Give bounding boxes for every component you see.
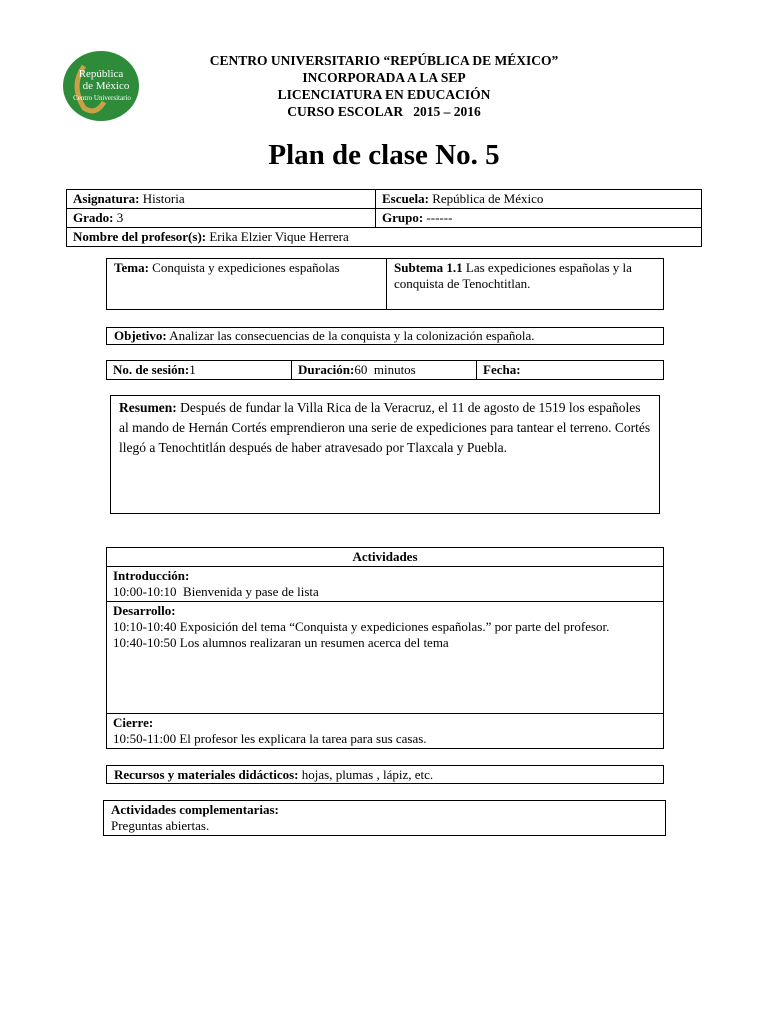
tema-table bbox=[106, 258, 664, 310]
recursos-box: Recursos y materiales didácticos: hojas, plumas , lápiz, etc. bbox=[106, 765, 664, 784]
svg-text:de México: de México bbox=[82, 80, 130, 92]
introduccion-cell: Introducción: 10:00-10:10 Bienvenida y pase de lista bbox=[107, 567, 664, 602]
institution-header bbox=[150, 52, 618, 120]
grado-cell: Grado: 3 bbox=[67, 209, 376, 228]
header-line-4: CURSO ESCOLAR 2015 – 2016 bbox=[287, 104, 481, 119]
header-line-1: CENTRO UNIVERSITARIO “REPÚBLICA DE MÉXICO” bbox=[209, 53, 559, 68]
tema-cell: Tema: Conquista y expediciones españolas bbox=[107, 259, 387, 310]
svg-text:República: República bbox=[78, 68, 124, 80]
actividades-table bbox=[106, 547, 664, 749]
asignatura-cell: Asignatura: Historia bbox=[67, 190, 376, 209]
escuela-cell: Escuela: República de México bbox=[376, 190, 702, 209]
duracion-cell: Duración:60 minutos bbox=[292, 361, 477, 380]
svg-text:Centro Universitario: Centro Universitario bbox=[73, 94, 131, 102]
complementarias-box: Actividades complementarias: Preguntas abiertas. bbox=[103, 800, 666, 836]
objetivo-box: Objetivo: Analizar las consecuencias de la conquista y la colonización española. bbox=[106, 327, 664, 345]
school-logo bbox=[62, 50, 140, 122]
fecha-cell: Fecha: bbox=[477, 361, 664, 380]
sesion-cell: No. de sesión:1 bbox=[107, 361, 292, 380]
info-table bbox=[66, 189, 702, 247]
grupo-cell: Grupo: ------ bbox=[376, 209, 702, 228]
desarrollo-cell: Desarrollo: 10:10-10:40 Exposición del tema “Conquista y expediciones españolas.” por parte del profesor. 10:40-10:50 Los alumnos realizaran un resumen acerca del tema bbox=[107, 602, 664, 714]
cierre-cell: Cierre: 10:50-11:00 El profesor les explicara la tarea para sus casas. bbox=[107, 714, 664, 749]
page-title: Plan de clase No. 5 bbox=[268, 139, 500, 171]
resumen-box: Resumen: Después de fundar la Villa Rica de la Veracruz, el 11 de agosto de 1519 los españoles al mando de Hernán Cortés emprendieron una serie de expediciones para tantear el terreno. Cortés llegó a Tenochtitlán después de haber atravesado por Tlaxcala y Puebla. bbox=[110, 395, 660, 514]
header-line-3: LICENCIATURA EN EDUCACIÓN bbox=[277, 87, 491, 102]
actividades-title: Actividades bbox=[107, 548, 664, 567]
profesor-cell: Nombre del profesor(s): Erika Elzier Vique Herrera bbox=[67, 228, 702, 247]
header-line-2: INCORPORADA A LA SEP bbox=[302, 70, 466, 85]
sesion-table bbox=[106, 360, 664, 380]
subtema-cell: Subtema 1.1 Las expediciones españolas y la conquista de Tenochtitlan. bbox=[387, 259, 664, 310]
